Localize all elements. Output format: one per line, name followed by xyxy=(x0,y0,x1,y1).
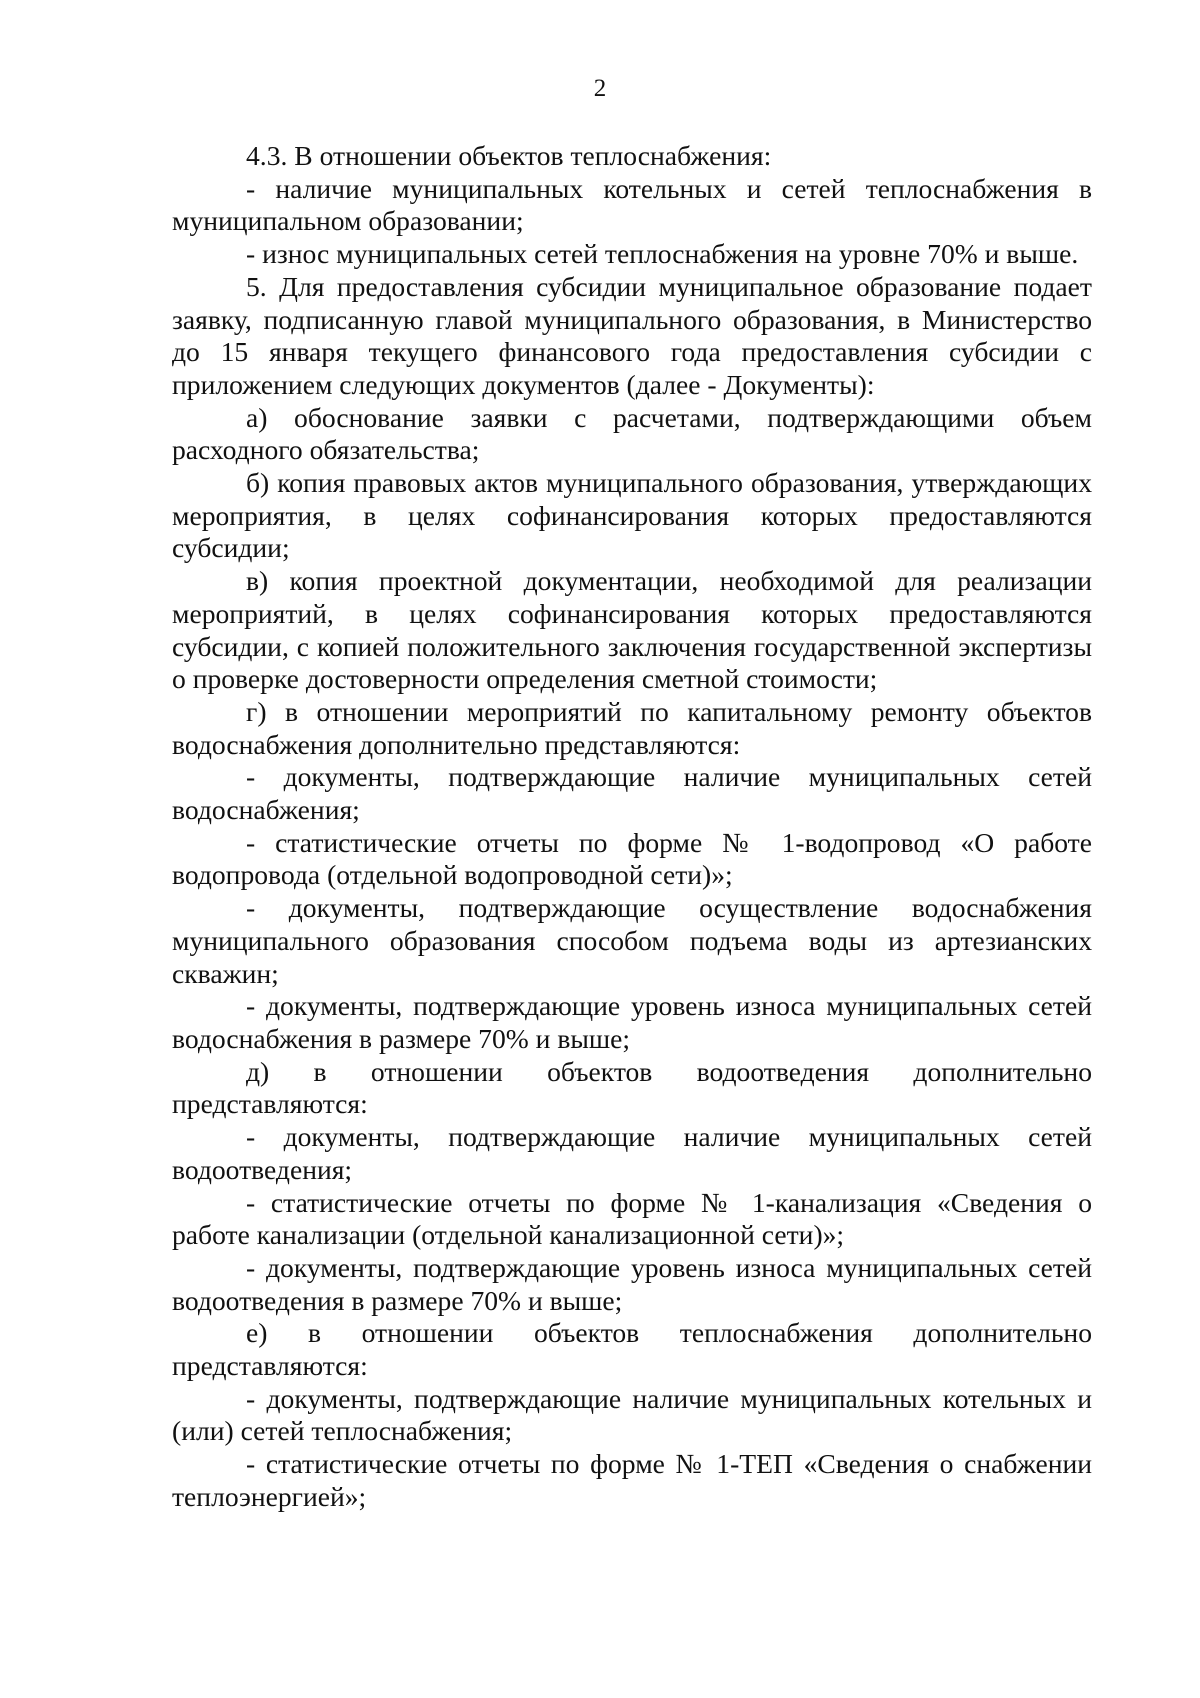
list-item: - наличие муниципальных котельных и сетей теплоснабжения в муниципальном образовании; xyxy=(172,172,1092,237)
document-body xyxy=(172,140,1092,1514)
clause-5-paragraph: 5. Для предоставления субсидии муниципальное образование подает заявку, подписанную главой муниципального образования, в Министерство до 15 января текущего финансового года предоставления субсидии с приложением следующих документов (далее - Документы): xyxy=(172,270,1092,400)
list-item: - документы, подтверждающие наличие муниципальных котельных и (или) сетей теплоснабжения; xyxy=(172,1382,1092,1447)
list-item: - документы, подтверждающие наличие муниципальных сетей водоотведения; xyxy=(172,1121,1092,1185)
list-item: - документы, подтверждающие уровень износа муниципальных сетей водоснабжения в размере 70% и выше; xyxy=(172,990,1092,1054)
subclause-a: а) обоснование заявки с расчетами, подтверждающими объем расходного обязательства; xyxy=(172,401,1092,466)
subclause-e: е) в отношении объектов теплоснабжения дополнительно представляются: xyxy=(172,1317,1092,1382)
subclause-g: г) в отношении мероприятий по капитальному ремонту объектов водоснабжения дополнительно представляются: xyxy=(172,695,1092,760)
list-item: - документы, подтверждающие осуществление водоснабжения муниципального образования способом подъема воды из артезианских скважин; xyxy=(172,892,1092,989)
subclause-b: б) копия правовых актов муниципального образования, утверждающих мероприятия, в целях софинансирования которых предоставляются субсидии; xyxy=(172,467,1092,564)
list-item: - статистические отчеты по форме № 1-водопровод «О работе водопровода (отдельной водопроводной сети)»; xyxy=(172,826,1092,891)
list-item: - износ муниципальных сетей теплоснабжения на уровне 70% и выше. xyxy=(246,238,1079,270)
list-item: - статистические отчеты по форме № 1-канализация «Сведения о работе канализации (отдельной канализационной сети)»; xyxy=(172,1186,1092,1251)
list-item: - документы, подтверждающие наличие муниципальных сетей водоснабжения; xyxy=(172,761,1092,826)
list-item: - документы, подтверждающие уровень износа муниципальных сетей водоотведения в размере 70% и выше; xyxy=(172,1251,1092,1316)
clause-4-3-heading: 4.3. В отношении объектов теплоснабжения: xyxy=(246,140,772,171)
list-item: - статистические отчеты по форме № 1-ТЕП «Сведения о снабжении теплоэнергией»; xyxy=(172,1448,1092,1512)
subclause-v: в) копия проектной документации, необходимой для реализации мероприятий, в целях софинансирования которых предоставляются субсидии, с копией положительного заключения государственной экспертизы о проверке достоверности определения сметной стоимости; xyxy=(172,565,1092,695)
subclause-d: д) в отношении объектов водоотведения дополнительно представляются: xyxy=(172,1055,1092,1120)
page-number: 2 xyxy=(593,75,607,102)
